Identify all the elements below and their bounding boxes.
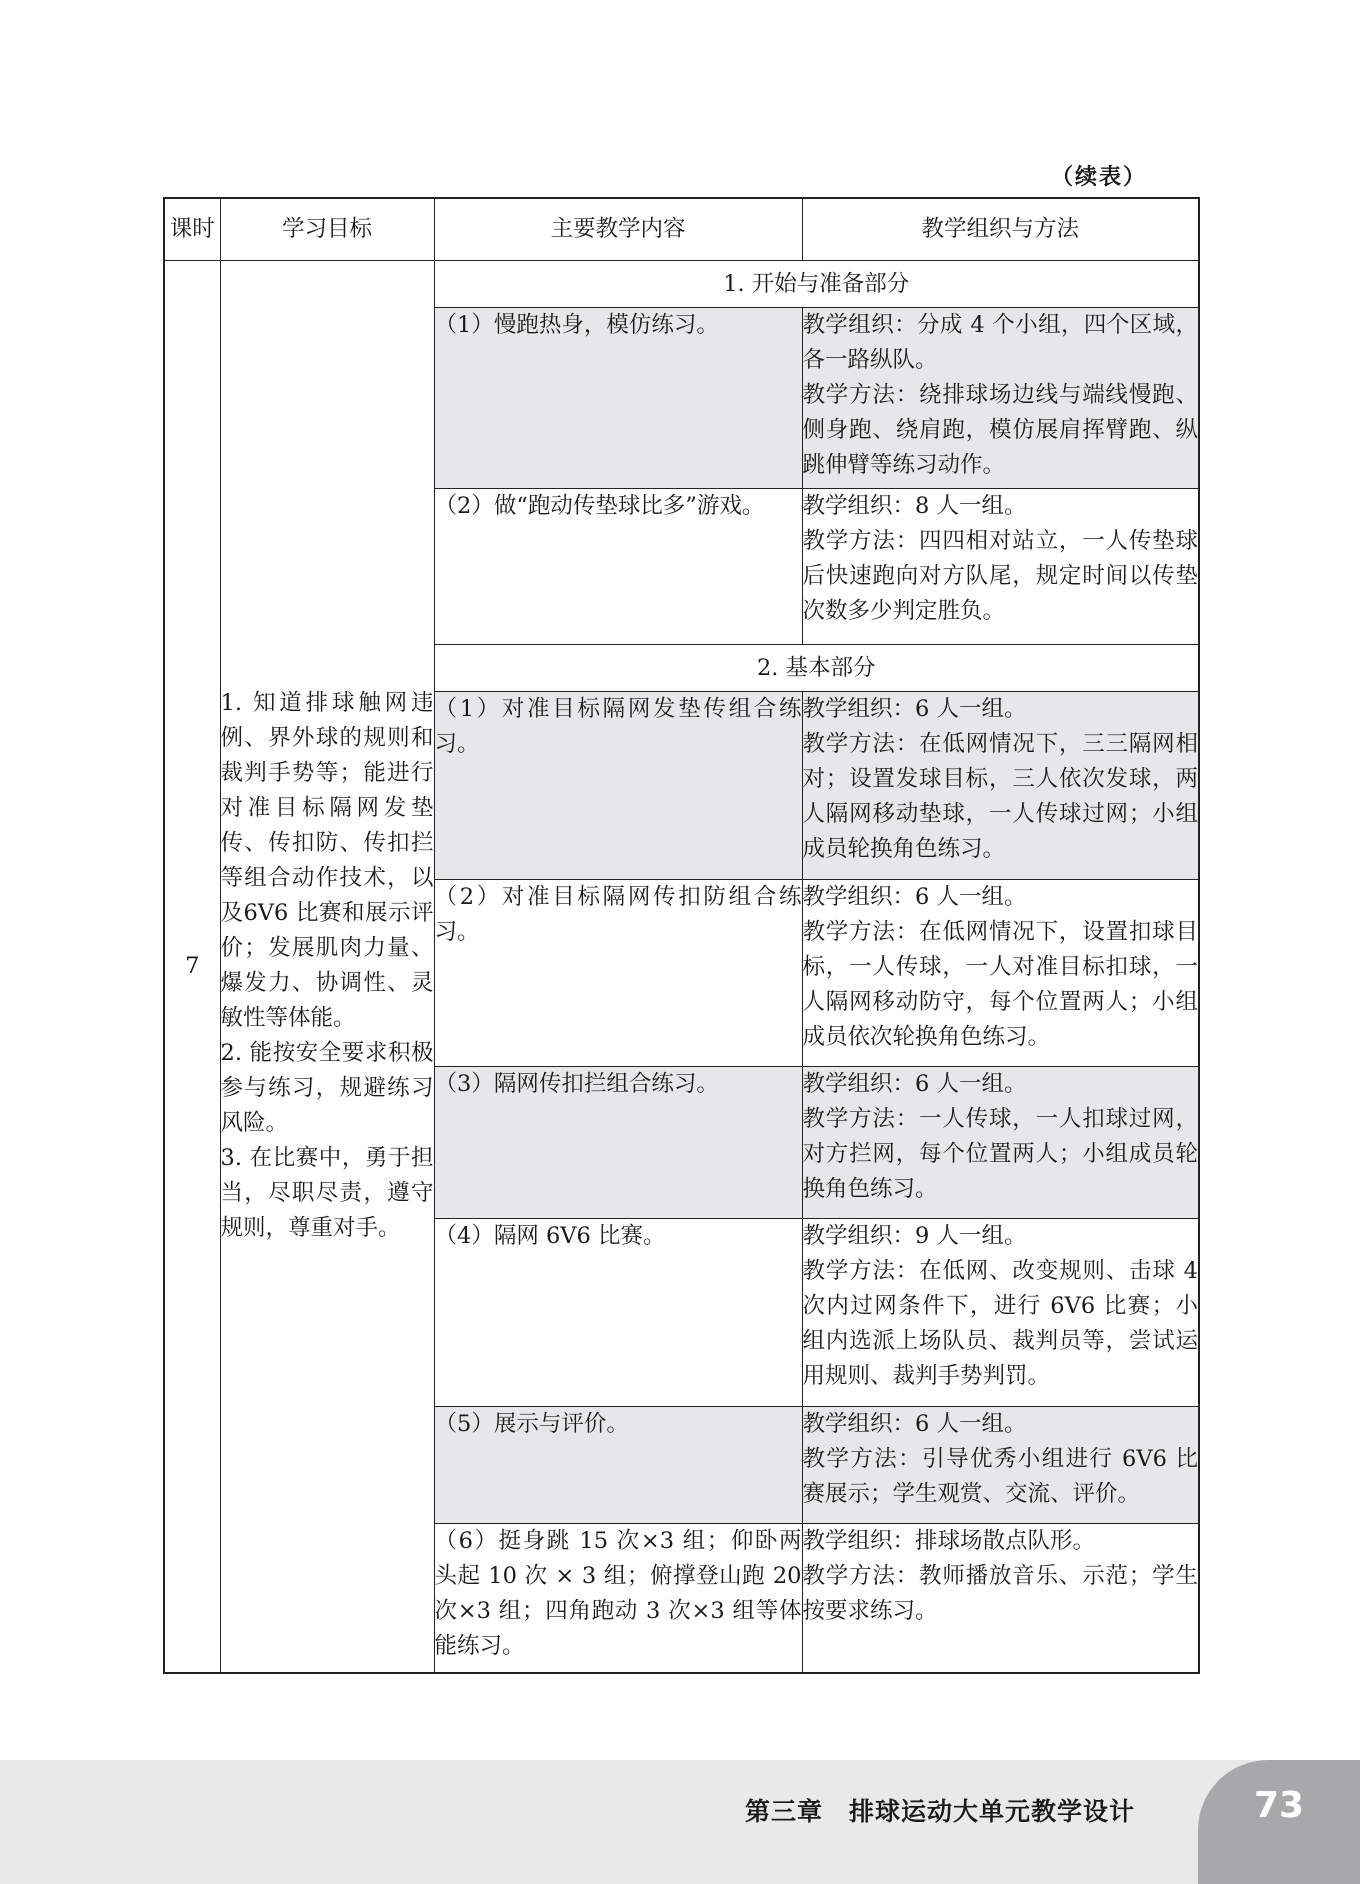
method-cell: 教学组织：排球场散点队形。 教学方法：教师播放音乐、示范；学生按要求练习。 — [802, 1524, 1199, 1673]
method-cell: 教学组织：分成 4 个小组，四个区域，各一路纵队。 教学方法：绕排球场边线与端线慢跑、侧身跑、绕肩跑，模仿展肩挥臂跑、纵跳伸臂等练习动作。 — [802, 308, 1199, 489]
method-cell: 教学组织：6 人一组。 教学方法：引导优秀小组进行 6V6 比赛展示；学生观赏、交流、评价。 — [802, 1407, 1199, 1524]
page-number: 73 — [1253, 1785, 1305, 1826]
header-method: 教学组织与方法 — [802, 198, 1199, 261]
method-cell: 教学组织：6 人一组。 教学方法：在低网情况下，设置扣球目标，一人传球，一人对准目标扣球，一人隔网移动防守，每个位置两人；小组成员依次轮换角色练习。 — [802, 880, 1199, 1067]
table-header-row — [164, 198, 1199, 261]
content-cell: （3）隔网传扣拦组合练习。 — [434, 1067, 802, 1219]
section-title: 2. 基本部分 — [434, 645, 1199, 692]
content-cell: （2）对准目标隔网传扣防组合练习。 — [434, 880, 802, 1067]
page-footer-band — [0, 1760, 1360, 1884]
content-cell: （2）做“跑动传垫球比多”游戏。 — [434, 489, 802, 645]
content-cell: （4）隔网 6V6 比赛。 — [434, 1219, 802, 1407]
lesson-number: 7 — [164, 261, 220, 1673]
lesson-plan-table — [163, 197, 1200, 1674]
header-lesson: 课时 — [164, 198, 220, 261]
content-cell: （1）对准目标隔网发垫传组合练习。 — [434, 692, 802, 880]
method-cell: 教学组织：9 人一组。 教学方法：在低网、改变规则、击球 4 次内过网条件下，进行 6V6 比赛；小组内选派上场队员、裁判员等，尝试运用规则、裁判手势判罚。 — [802, 1219, 1199, 1407]
content-cell: （6）挺身跳 15 次×3 组；仰卧两头起 10 次 × 3 组；俯撑登山跑 20 次×3 组；四角跑动 3 次×3 组等体能练习。 — [434, 1524, 802, 1673]
section-title: 1. 开始与准备部分 — [434, 261, 1199, 308]
method-cell: 教学组织：6 人一组。 教学方法：一人传球，一人扣球过网，对方拦网，每个位置两人；小组成员轮换角色练习。 — [802, 1067, 1199, 1219]
header-goals: 学习目标 — [220, 198, 434, 261]
content-cell: （1）慢跑热身，模仿练习。 — [434, 308, 802, 489]
method-cell: 教学组织：8 人一组。 教学方法：四四相对站立，一人传垫球后快速跑向对方队尾，规定时间以传垫次数多少判定胜负。 — [802, 489, 1199, 645]
method-cell: 教学组织：6 人一组。 教学方法：在低网情况下，三三隔网相对；设置发球目标，三人依次发球，两人隔网移动垫球，一人传球过网；小组成员轮换角色练习。 — [802, 692, 1199, 880]
content-cell: （5）展示与评价。 — [434, 1407, 802, 1524]
section-title-row — [164, 261, 1199, 308]
header-content: 主要教学内容 — [434, 198, 802, 261]
continued-label: （续表） — [1050, 165, 1147, 190]
chapter-title: 第三章 排球运动大单元教学设计 — [744, 1797, 1135, 1826]
learning-goals: 1. 知道排球触网违例、界外球的规则和裁判手势等；能进行对准目标隔网发垫传、传扣防、传扣拦等组合动作技术，以及6V6 比赛和展示评价；发展肌肉力量、爆发力、协调性、灵敏性等体能。 2. 能按安全要求积极参与练习，规避练习风险。 3. 在比赛中，勇于担当，尽职尽责，遵守规则，尊重对手。 — [220, 261, 434, 1673]
